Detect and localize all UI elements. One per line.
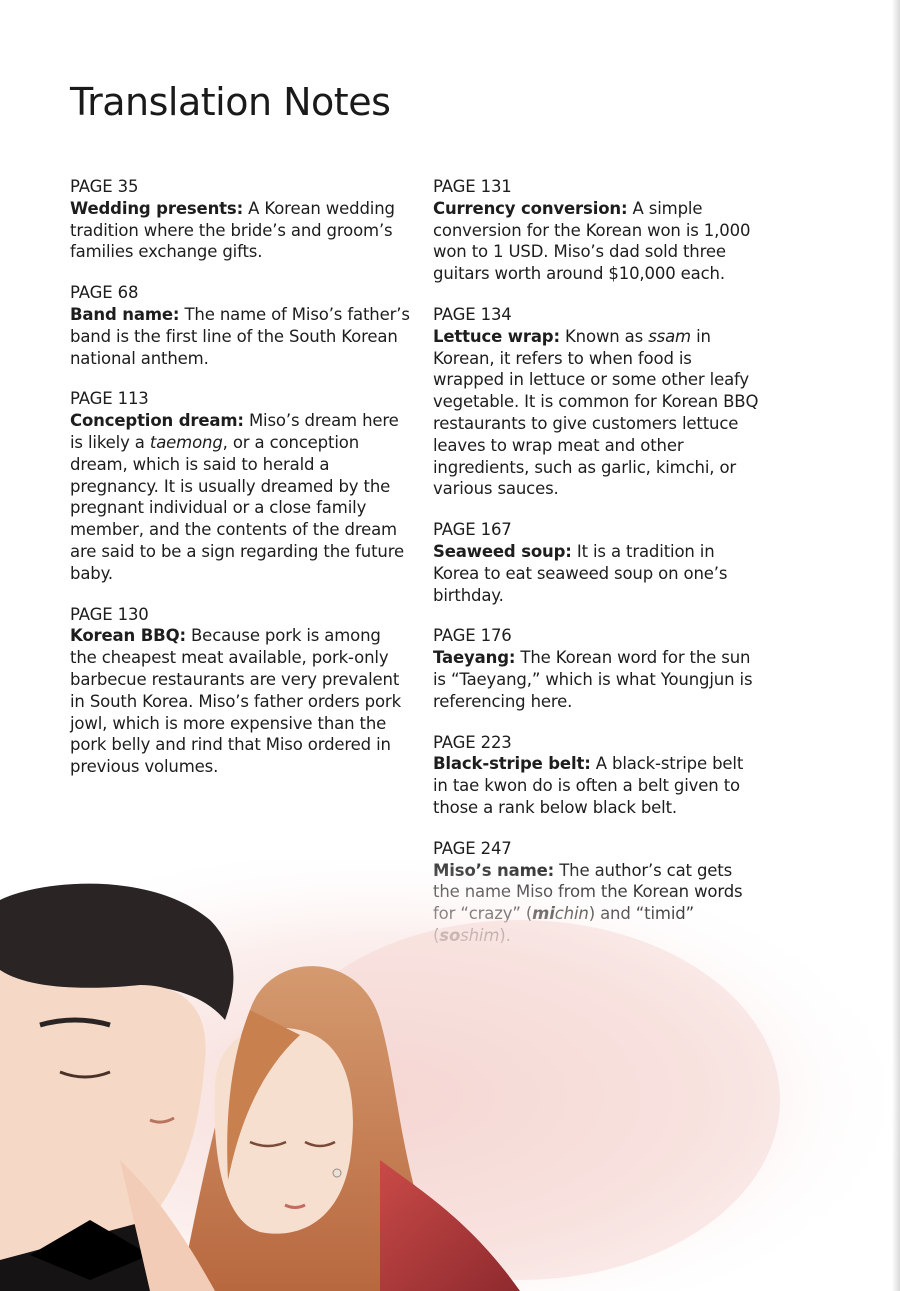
note-item (433, 176, 763, 285)
note-text-segment: taemong (149, 432, 223, 452)
note-item (433, 732, 763, 819)
note-text-segment: The Korean word for the sun is “Taeyang,” which is what Youngjun is referencing here. (433, 648, 753, 711)
notes-column-right (433, 176, 763, 966)
note-page-number: PAGE 247 (433, 838, 512, 858)
note-text (70, 626, 401, 776)
note-text-segment: Known as (559, 326, 649, 346)
couple-illustration (0, 860, 900, 1291)
note-item (70, 176, 410, 263)
page-title: Translation Notes (70, 80, 391, 124)
note-term: Seaweed soup: (433, 541, 572, 561)
note-text (70, 411, 404, 583)
note-term: Taeyang: (433, 648, 516, 668)
note-text-segment: , or a conception dream, which is said to herald a pregnancy. It is usually dreamed by the pregnant individual or a close family member, and the contents of the dream are said to be a sign regarding the future baby. (70, 432, 405, 583)
note-text (433, 327, 758, 499)
note-term: Band name: (70, 304, 180, 324)
note-term: Conception dream: (70, 411, 244, 431)
note-page-number: PAGE 167 (433, 520, 512, 540)
note-body (70, 410, 410, 584)
note-term: Currency conversion: (433, 198, 628, 218)
note-text-segment: A black-stripe belt in tae kwon do is often a belt given to those a rank below black belt. (433, 754, 744, 817)
note-item (433, 304, 763, 500)
note-page-number: PAGE 176 (433, 626, 512, 646)
note-text-segment: A Korean wedding tradition where the bride’s and groom’s families exchange gifts. (70, 198, 395, 262)
note-page-number: PAGE 35 (70, 177, 139, 196)
notes-column-left (70, 176, 410, 797)
note-term: Lettuce wrap: (433, 326, 560, 346)
note-text-segment: ssam (648, 326, 691, 346)
note-body (433, 326, 763, 500)
note-text-segment: The name of Miso’s father’s band is the first line of the South Korean national anthem. (70, 304, 410, 368)
note-text-segment: in Korean, it refers to when food is wrapped in lettuce or some other leafy vegetable. It is common for Korean BBQ restaurants to give customers lettuce leaves to wrap meat and other ingredients, such as garlic, kimchi, or various sauces. (433, 326, 759, 499)
note-body (433, 198, 763, 285)
note-text-segment: Miso’s dream here is likely a (70, 411, 399, 452)
note-term: Wedding presents: (70, 198, 244, 218)
note-term: Korean BBQ: (70, 626, 186, 646)
note-page-number: PAGE 113 (70, 389, 149, 409)
note-body (70, 304, 410, 369)
note-page-number: PAGE 223 (433, 732, 512, 752)
note-body (433, 541, 763, 606)
note-item (433, 625, 763, 712)
note-body (433, 753, 763, 818)
note-item (70, 604, 410, 778)
note-item (70, 388, 410, 584)
note-page-number: PAGE 130 (70, 604, 149, 624)
note-term: Black-stripe belt: (433, 754, 591, 774)
note-page-number: PAGE 131 (433, 177, 512, 196)
note-text-segment: Because pork is among the cheapest meat available, pork-only barbecue restaurants are very prevalent in South Korea. Miso’s father orders pork jowl, which is more expensive than the pork belly and rind that Miso ordered in previous volumes. (70, 626, 401, 777)
note-text-segment: A simple conversion for the Korean won is 1,000 won to 1 USD. Miso’s dad sold three guitars worth around $10,000 each. (433, 198, 751, 284)
note-body (70, 625, 410, 778)
note-item (433, 519, 763, 606)
note-page-number: PAGE 134 (433, 304, 512, 324)
note-body (70, 198, 410, 263)
note-body (433, 647, 763, 712)
note-page-number: PAGE 68 (70, 283, 139, 303)
note-item (70, 282, 410, 369)
note-text-segment: It is a tradition in Korea to eat seaweed soup on one’s birthday. (433, 541, 728, 605)
